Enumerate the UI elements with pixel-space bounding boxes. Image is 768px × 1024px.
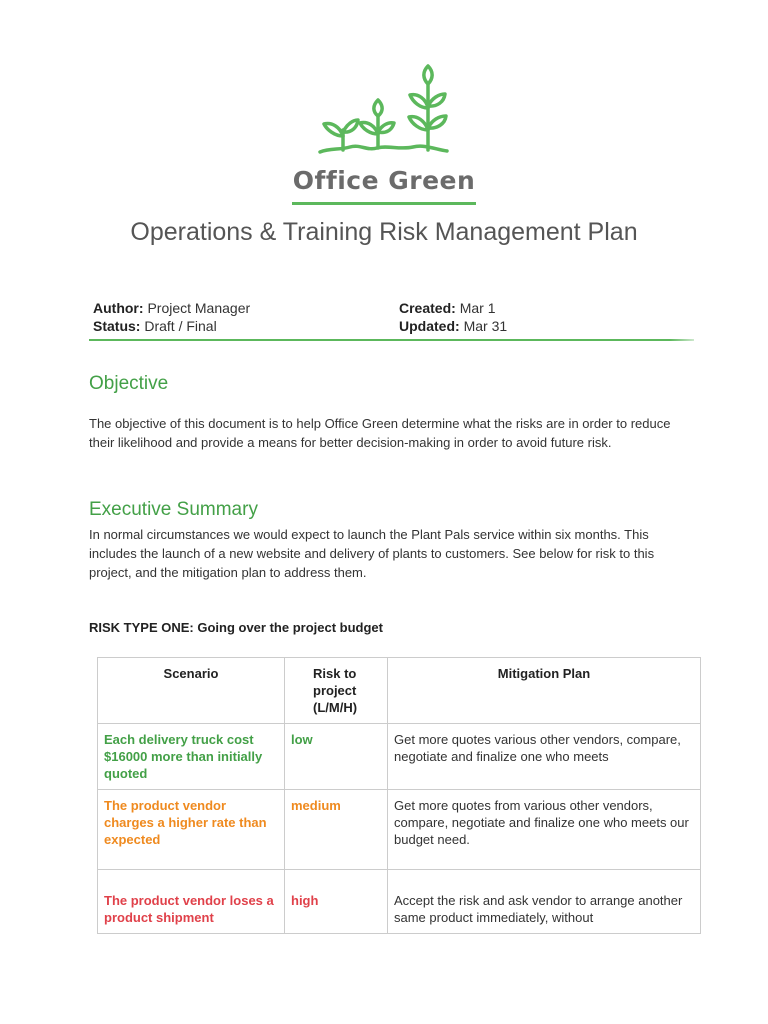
objective-text: The objective of this document is to help Office Green determine what the risks are in order to reduce their likelihood and provide a means for better decision-making in order to avoid future risk.	[89, 416, 671, 450]
updated-value: Mar 31	[463, 318, 508, 334]
mitigation-cell: Get more quotes from various other vendors, compare, negotiate and finalize one who meets our budget need.	[388, 790, 701, 870]
created-line	[399, 300, 495, 316]
author-label: Author:	[93, 300, 144, 316]
created-label: Created:	[399, 300, 456, 316]
column-header-scenario: Scenario	[98, 658, 285, 724]
scenario-cell: The product vendor loses a product shipment	[98, 870, 285, 934]
risk-level-cell: high	[285, 870, 388, 934]
updated-label: Updated:	[399, 318, 460, 334]
updated-line	[399, 318, 507, 334]
mitigation-cell: Get more quotes various other vendors, compare, negotiate and finalize one who meets	[388, 724, 701, 790]
risk-table-header-row	[98, 658, 701, 724]
meta-divider	[89, 339, 694, 341]
table-row	[98, 724, 701, 790]
document-title: Operations & Training Risk Management Plan	[130, 218, 638, 246]
objective-heading: Objective	[89, 373, 169, 394]
status-label: Status:	[93, 318, 141, 334]
risk-level-cell: medium	[285, 790, 388, 870]
mitigation-cell: Accept the risk and ask vendor to arrange another same product immediately, without	[388, 870, 701, 934]
brand-name: Office Green	[292, 166, 476, 195]
author-value: Project Manager	[147, 300, 251, 316]
executive-summary-text: In normal circumstances we would expect to launch the Plant Pals service within six months. This includes the launch of a new website and delivery of plants to customers. See below for risk to this project, and the mitigation plan to address them.	[89, 527, 655, 580]
table-row	[98, 870, 701, 934]
created-value: Mar 1	[459, 300, 496, 316]
risk-table	[97, 657, 701, 934]
executive-summary-heading: Executive Summary	[89, 499, 258, 520]
status-value: Draft / Final	[144, 318, 217, 334]
scenario-cell: Each delivery truck cost $16000 more than initially quoted	[98, 724, 285, 790]
risk-level-cell: low	[285, 724, 388, 790]
column-header-mitigation: Mitigation Plan	[388, 658, 701, 724]
table-row	[98, 790, 701, 870]
scenario-cell: The product vendor charges a higher rate than expected	[98, 790, 285, 870]
status-line	[93, 318, 217, 334]
column-header-risk: Risk to project (L/M/H)	[285, 658, 388, 724]
author-line	[93, 300, 250, 316]
brand-underline	[292, 202, 476, 205]
three-plants-sprouting-logo	[315, 64, 455, 160]
risk-type-heading: RISK TYPE ONE: Going over the project budget	[89, 620, 383, 635]
